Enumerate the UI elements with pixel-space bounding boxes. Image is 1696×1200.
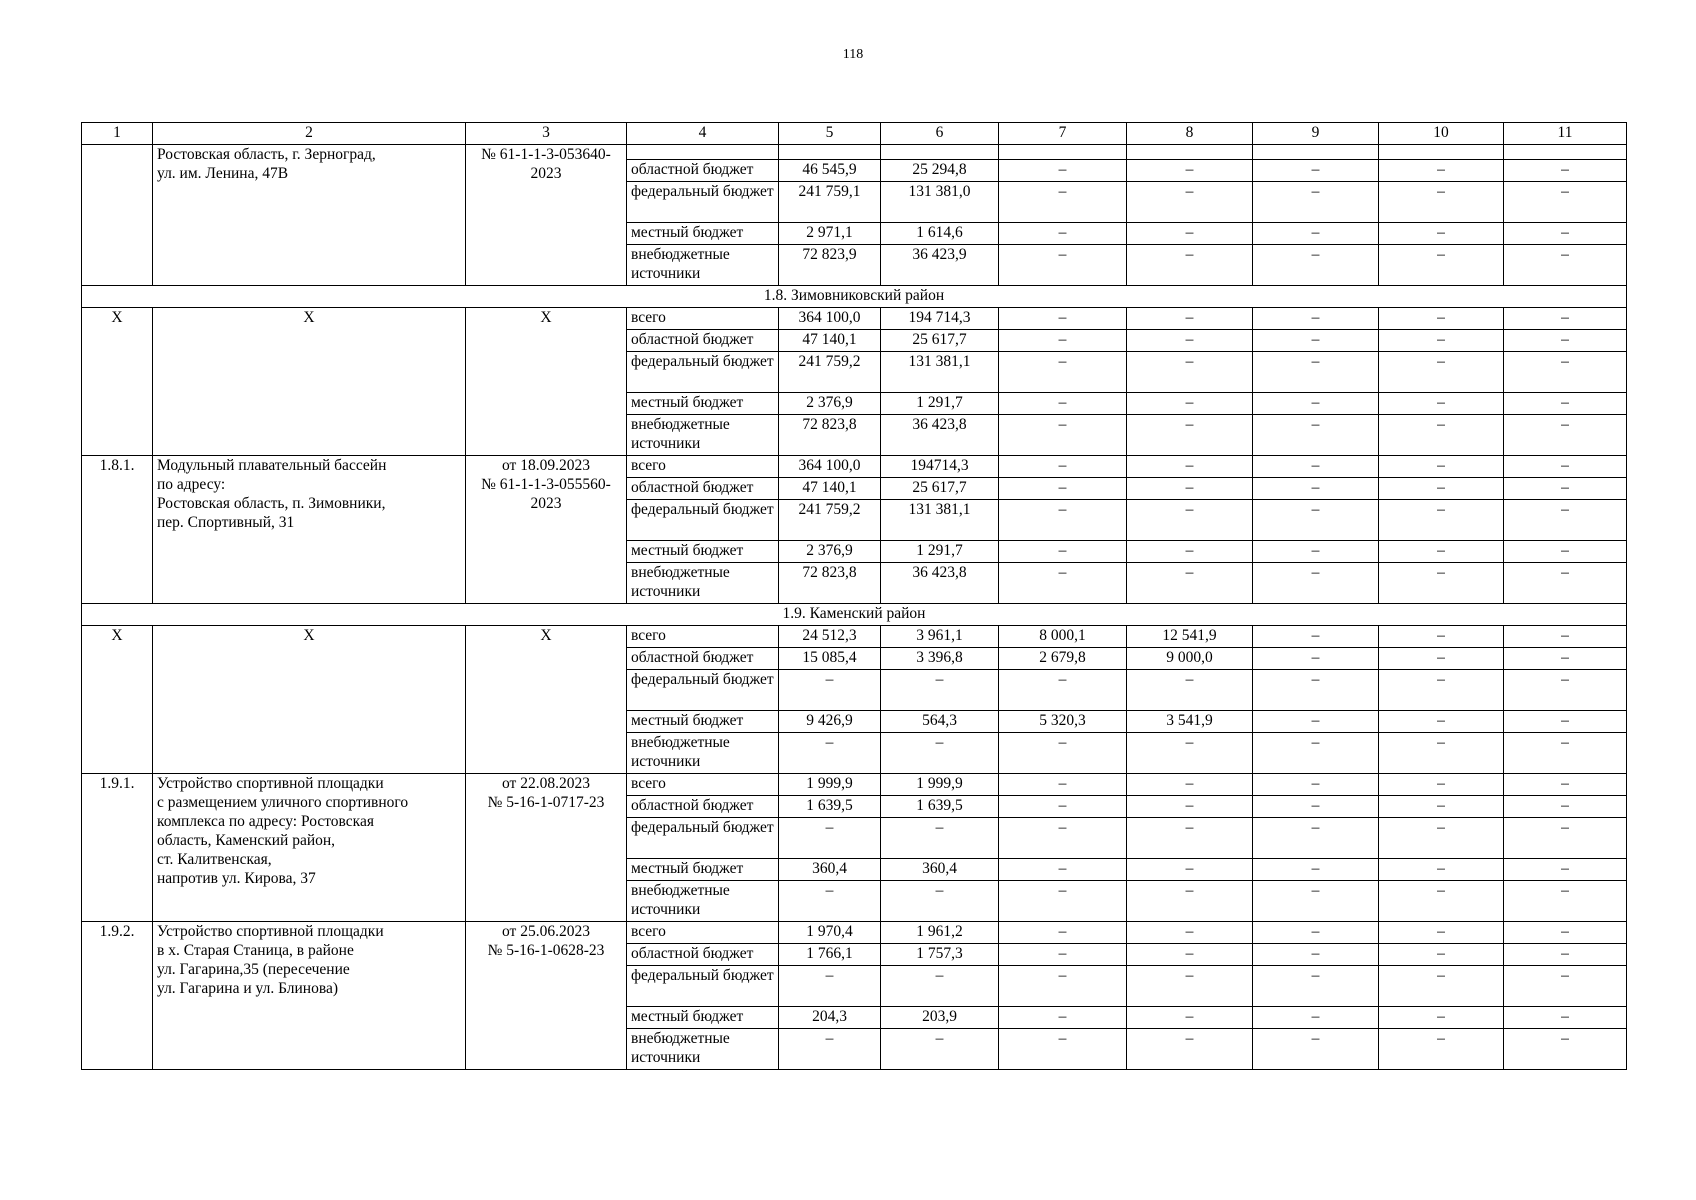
item-name: Х: [153, 308, 466, 456]
value-cell: –: [1504, 859, 1627, 881]
item-document: Х: [466, 308, 627, 456]
value-cell: –: [999, 966, 1127, 1007]
value-cell: –: [881, 1029, 999, 1070]
section-row: [82, 604, 1627, 626]
value-cell: 131 381,1: [881, 500, 999, 541]
funding-source: всего: [627, 626, 779, 648]
value-cell: –: [1504, 944, 1627, 966]
item-name: Модульный плавательный бассейн по адресу: Ростовская область, п. Зимовники, пер. Спортивный, 31: [153, 456, 466, 604]
value-cell: –: [1379, 966, 1504, 1007]
funding-source: местный бюджет: [627, 859, 779, 881]
value-cell: 47 140,1: [779, 330, 881, 352]
value-cell: 25 294,8: [881, 160, 999, 182]
column-header: 5: [779, 123, 881, 145]
value-cell: 1 766,1: [779, 944, 881, 966]
item-name: Ростовская область, г. Зерноград, ул. им. Ленина, 47В: [153, 145, 466, 286]
value-cell: –: [1504, 182, 1627, 223]
funding-source: областной бюджет: [627, 478, 779, 500]
item-name: Устройство спортивной площадки в х. Старая Станица, в районе ул. Гагарина,35 (пересечение ул. Гагарина и ул. Блинова): [153, 922, 466, 1070]
value-cell: 3 396,8: [881, 648, 999, 670]
value-cell: –: [1379, 478, 1504, 500]
value-cell: –: [1253, 456, 1379, 478]
value-cell: –: [1504, 1007, 1627, 1029]
value-cell: –: [1253, 308, 1379, 330]
value-cell: 241 759,1: [779, 182, 881, 223]
empty-cell: [1127, 145, 1253, 160]
value-cell: –: [1253, 541, 1379, 563]
value-cell: –: [999, 352, 1127, 393]
value-cell: –: [1379, 541, 1504, 563]
column-header: 9: [1253, 123, 1379, 145]
value-cell: –: [999, 308, 1127, 330]
funding-source: областной бюджет: [627, 944, 779, 966]
value-cell: 564,3: [881, 711, 999, 733]
value-cell: –: [1379, 182, 1504, 223]
value-cell: 1 970,4: [779, 922, 881, 944]
value-cell: –: [999, 541, 1127, 563]
funding-source: федеральный бюджет: [627, 182, 779, 223]
section-row: [82, 286, 1627, 308]
value-cell: 9 426,9: [779, 711, 881, 733]
value-cell: 3 961,1: [881, 626, 999, 648]
value-cell: –: [1379, 711, 1504, 733]
value-cell: –: [1504, 352, 1627, 393]
value-cell: 2 679,8: [999, 648, 1127, 670]
value-cell: –: [1379, 774, 1504, 796]
value-cell: 15 085,4: [779, 648, 881, 670]
funding-source: областной бюджет: [627, 160, 779, 182]
value-cell: 72 823,8: [779, 415, 881, 456]
value-cell: 1 757,3: [881, 944, 999, 966]
value-cell: –: [1127, 182, 1253, 223]
value-cell: –: [999, 478, 1127, 500]
value-cell: –: [1253, 796, 1379, 818]
value-cell: –: [1504, 966, 1627, 1007]
value-cell: –: [1504, 711, 1627, 733]
value-cell: –: [1127, 160, 1253, 182]
value-cell: 36 423,9: [881, 245, 999, 286]
empty-cell: [627, 145, 779, 160]
funding-source: внебюджетные источники: [627, 881, 779, 922]
column-header: 4: [627, 123, 779, 145]
table-row: [82, 145, 1627, 160]
value-cell: –: [1504, 796, 1627, 818]
funding-source: федеральный бюджет: [627, 818, 779, 859]
value-cell: –: [1127, 944, 1253, 966]
funding-source: областной бюджет: [627, 796, 779, 818]
value-cell: 72 823,9: [779, 245, 881, 286]
value-cell: –: [1379, 648, 1504, 670]
value-cell: –: [1127, 478, 1253, 500]
funding-source: федеральный бюджет: [627, 966, 779, 1007]
column-header: 1: [82, 123, 153, 145]
value-cell: –: [1253, 223, 1379, 245]
value-cell: –: [1253, 1007, 1379, 1029]
value-cell: 1 999,9: [881, 774, 999, 796]
value-cell: –: [1127, 1007, 1253, 1029]
value-cell: –: [1253, 774, 1379, 796]
value-cell: –: [1504, 670, 1627, 711]
value-cell: –: [1379, 563, 1504, 604]
item-document: от 18.09.2023 № 61-1-1-3-055560- 2023: [466, 456, 627, 604]
value-cell: –: [1504, 478, 1627, 500]
value-cell: –: [1253, 393, 1379, 415]
value-cell: –: [1253, 711, 1379, 733]
value-cell: –: [1379, 881, 1504, 922]
value-cell: –: [1253, 245, 1379, 286]
value-cell: 241 759,2: [779, 500, 881, 541]
funding-source: местный бюджет: [627, 393, 779, 415]
value-cell: –: [1504, 774, 1627, 796]
value-cell: –: [1253, 818, 1379, 859]
value-cell: –: [1379, 1029, 1504, 1070]
value-cell: –: [779, 733, 881, 774]
value-cell: –: [1127, 330, 1253, 352]
item-number: Х: [82, 626, 153, 774]
table-row: [82, 922, 1627, 944]
item-name: Устройство спортивной площадки с размещением уличного спортивного комплекса по адресу: Ростовская область, Каменский район, ст. Калитвенская, напротив ул. Кирова, 37: [153, 774, 466, 922]
table-body: [82, 123, 1627, 1070]
value-cell: –: [1504, 541, 1627, 563]
column-header: 6: [881, 123, 999, 145]
table-row: [82, 774, 1627, 796]
value-cell: –: [1127, 415, 1253, 456]
value-cell: –: [1127, 818, 1253, 859]
table-row: [82, 308, 1627, 330]
value-cell: –: [999, 818, 1127, 859]
value-cell: 25 617,7: [881, 330, 999, 352]
value-cell: –: [1379, 456, 1504, 478]
value-cell: –: [1127, 456, 1253, 478]
value-cell: –: [1127, 541, 1253, 563]
value-cell: 72 823,8: [779, 563, 881, 604]
value-cell: –: [779, 881, 881, 922]
value-cell: –: [999, 393, 1127, 415]
funding-source: областной бюджет: [627, 648, 779, 670]
value-cell: –: [1127, 223, 1253, 245]
value-cell: –: [1127, 966, 1253, 1007]
value-cell: –: [1379, 859, 1504, 881]
value-cell: 25 617,7: [881, 478, 999, 500]
value-cell: –: [1253, 330, 1379, 352]
value-cell: 194 714,3: [881, 308, 999, 330]
value-cell: –: [1253, 415, 1379, 456]
funding-source: всего: [627, 774, 779, 796]
section-title: 1.8. Зимовниковский район: [82, 286, 1627, 308]
value-cell: –: [999, 330, 1127, 352]
value-cell: 2 971,1: [779, 223, 881, 245]
empty-cell: [1253, 145, 1379, 160]
value-cell: –: [1504, 308, 1627, 330]
value-cell: –: [999, 223, 1127, 245]
item-document: № 61-1-1-3-053640- 2023: [466, 145, 627, 286]
value-cell: 1 639,5: [881, 796, 999, 818]
funding-source: местный бюджет: [627, 223, 779, 245]
value-cell: –: [1127, 245, 1253, 286]
value-cell: 3 541,9: [1127, 711, 1253, 733]
value-cell: –: [1379, 626, 1504, 648]
value-cell: 1 961,2: [881, 922, 999, 944]
funding-source: федеральный бюджет: [627, 500, 779, 541]
value-cell: –: [1253, 881, 1379, 922]
value-cell: 46 545,9: [779, 160, 881, 182]
item-number: 1.8.1.: [82, 456, 153, 604]
value-cell: –: [1379, 160, 1504, 182]
value-cell: –: [1253, 922, 1379, 944]
value-cell: 36 423,8: [881, 415, 999, 456]
value-cell: –: [779, 966, 881, 1007]
value-cell: –: [1504, 1029, 1627, 1070]
column-header: 3: [466, 123, 627, 145]
table-row: [82, 456, 1627, 478]
value-cell: 36 423,8: [881, 563, 999, 604]
value-cell: –: [1253, 648, 1379, 670]
value-cell: –: [881, 733, 999, 774]
value-cell: –: [1379, 352, 1504, 393]
value-cell: –: [1379, 670, 1504, 711]
value-cell: –: [1504, 415, 1627, 456]
value-cell: 1 614,6: [881, 223, 999, 245]
value-cell: 194714,3: [881, 456, 999, 478]
value-cell: –: [999, 500, 1127, 541]
value-cell: 1 999,9: [779, 774, 881, 796]
value-cell: 8 000,1: [999, 626, 1127, 648]
empty-cell: [999, 145, 1127, 160]
value-cell: 47 140,1: [779, 478, 881, 500]
value-cell: –: [1253, 478, 1379, 500]
value-cell: –: [1504, 563, 1627, 604]
value-cell: –: [999, 922, 1127, 944]
funding-source: федеральный бюджет: [627, 670, 779, 711]
item-document: Х: [466, 626, 627, 774]
value-cell: 5 320,3: [999, 711, 1127, 733]
value-cell: –: [1379, 796, 1504, 818]
item-document: от 25.06.2023 № 5-16-1-0628-23: [466, 922, 627, 1070]
value-cell: –: [1379, 500, 1504, 541]
value-cell: –: [1504, 881, 1627, 922]
value-cell: –: [779, 670, 881, 711]
value-cell: –: [1379, 308, 1504, 330]
header-row: [82, 123, 1627, 145]
value-cell: –: [881, 881, 999, 922]
value-cell: –: [999, 456, 1127, 478]
funding-source: местный бюджет: [627, 1007, 779, 1029]
funding-source: внебюджетные источники: [627, 245, 779, 286]
value-cell: –: [1127, 733, 1253, 774]
value-cell: –: [1253, 859, 1379, 881]
value-cell: –: [1127, 393, 1253, 415]
value-cell: 24 512,3: [779, 626, 881, 648]
empty-cell: [779, 145, 881, 160]
funding-source: областной бюджет: [627, 330, 779, 352]
value-cell: –: [1379, 733, 1504, 774]
value-cell: –: [1253, 733, 1379, 774]
value-cell: –: [999, 881, 1127, 922]
value-cell: –: [1127, 308, 1253, 330]
value-cell: 364 100,0: [779, 308, 881, 330]
value-cell: –: [779, 1029, 881, 1070]
value-cell: –: [1379, 1007, 1504, 1029]
value-cell: –: [881, 670, 999, 711]
value-cell: –: [1253, 352, 1379, 393]
value-cell: –: [1127, 774, 1253, 796]
value-cell: –: [1127, 563, 1253, 604]
value-cell: –: [1504, 245, 1627, 286]
value-cell: 12 541,9: [1127, 626, 1253, 648]
empty-cell: [1379, 145, 1504, 160]
value-cell: –: [999, 859, 1127, 881]
value-cell: –: [1379, 245, 1504, 286]
column-header: 10: [1379, 123, 1504, 145]
value-cell: –: [1253, 500, 1379, 541]
value-cell: –: [1379, 415, 1504, 456]
funding-source: внебюджетные источники: [627, 733, 779, 774]
empty-cell: [881, 145, 999, 160]
value-cell: –: [1253, 160, 1379, 182]
value-cell: –: [1504, 733, 1627, 774]
value-cell: –: [1379, 944, 1504, 966]
value-cell: –: [1504, 648, 1627, 670]
column-header: 2: [153, 123, 466, 145]
page-number: 118: [842, 47, 864, 62]
value-cell: 203,9: [881, 1007, 999, 1029]
item-number: Х: [82, 308, 153, 456]
value-cell: –: [1379, 922, 1504, 944]
value-cell: 364 100,0: [779, 456, 881, 478]
value-cell: –: [1253, 563, 1379, 604]
value-cell: 131 381,1: [881, 352, 999, 393]
value-cell: –: [999, 563, 1127, 604]
value-cell: 1 291,7: [881, 541, 999, 563]
value-cell: 9 000,0: [1127, 648, 1253, 670]
value-cell: –: [1379, 223, 1504, 245]
budget-table: [81, 122, 1627, 1070]
value-cell: –: [1504, 818, 1627, 859]
value-cell: 2 376,9: [779, 393, 881, 415]
value-cell: –: [1504, 160, 1627, 182]
funding-source: внебюджетные источники: [627, 415, 779, 456]
value-cell: –: [1127, 881, 1253, 922]
value-cell: –: [1379, 330, 1504, 352]
value-cell: –: [1504, 223, 1627, 245]
value-cell: 2 376,9: [779, 541, 881, 563]
column-header: 8: [1127, 123, 1253, 145]
value-cell: –: [1127, 1029, 1253, 1070]
value-cell: –: [1504, 456, 1627, 478]
column-header: 11: [1504, 123, 1627, 145]
value-cell: –: [1127, 500, 1253, 541]
value-cell: –: [1504, 922, 1627, 944]
value-cell: –: [1379, 393, 1504, 415]
value-cell: –: [999, 245, 1127, 286]
item-name: Х: [153, 626, 466, 774]
value-cell: –: [1127, 796, 1253, 818]
value-cell: –: [1127, 922, 1253, 944]
value-cell: –: [999, 733, 1127, 774]
value-cell: 241 759,2: [779, 352, 881, 393]
value-cell: 204,3: [779, 1007, 881, 1029]
item-number: 1.9.2.: [82, 922, 153, 1070]
value-cell: –: [999, 415, 1127, 456]
value-cell: –: [999, 1029, 1127, 1070]
funding-source: внебюджетные источники: [627, 1029, 779, 1070]
funding-source: местный бюджет: [627, 711, 779, 733]
value-cell: –: [1253, 182, 1379, 223]
table-row: [82, 626, 1627, 648]
value-cell: –: [1504, 393, 1627, 415]
section-title: 1.9. Каменский район: [82, 604, 1627, 626]
value-cell: –: [1127, 670, 1253, 711]
value-cell: –: [1253, 626, 1379, 648]
value-cell: –: [1504, 330, 1627, 352]
funding-source: всего: [627, 922, 779, 944]
value-cell: 360,4: [881, 859, 999, 881]
value-cell: –: [999, 670, 1127, 711]
value-cell: –: [881, 966, 999, 1007]
item-number: [82, 145, 153, 286]
value-cell: 1 639,5: [779, 796, 881, 818]
funding-source: федеральный бюджет: [627, 352, 779, 393]
value-cell: –: [779, 818, 881, 859]
value-cell: –: [999, 182, 1127, 223]
funding-source: внебюджетные источники: [627, 563, 779, 604]
item-number: 1.9.1.: [82, 774, 153, 922]
funding-source: местный бюджет: [627, 541, 779, 563]
value-cell: –: [1127, 352, 1253, 393]
funding-source: всего: [627, 456, 779, 478]
value-cell: –: [1379, 818, 1504, 859]
value-cell: 1 291,7: [881, 393, 999, 415]
value-cell: –: [1253, 944, 1379, 966]
funding-source: всего: [627, 308, 779, 330]
value-cell: –: [881, 818, 999, 859]
item-document: от 22.08.2023 № 5-16-1-0717-23: [466, 774, 627, 922]
value-cell: –: [1127, 859, 1253, 881]
value-cell: –: [1504, 626, 1627, 648]
value-cell: –: [1253, 966, 1379, 1007]
value-cell: –: [999, 774, 1127, 796]
value-cell: 131 381,0: [881, 182, 999, 223]
value-cell: 360,4: [779, 859, 881, 881]
empty-cell: [1504, 145, 1627, 160]
value-cell: –: [1253, 670, 1379, 711]
value-cell: –: [999, 796, 1127, 818]
value-cell: –: [1253, 1029, 1379, 1070]
column-header: 7: [999, 123, 1127, 145]
value-cell: –: [999, 1007, 1127, 1029]
value-cell: –: [999, 160, 1127, 182]
value-cell: –: [999, 944, 1127, 966]
value-cell: –: [1504, 500, 1627, 541]
